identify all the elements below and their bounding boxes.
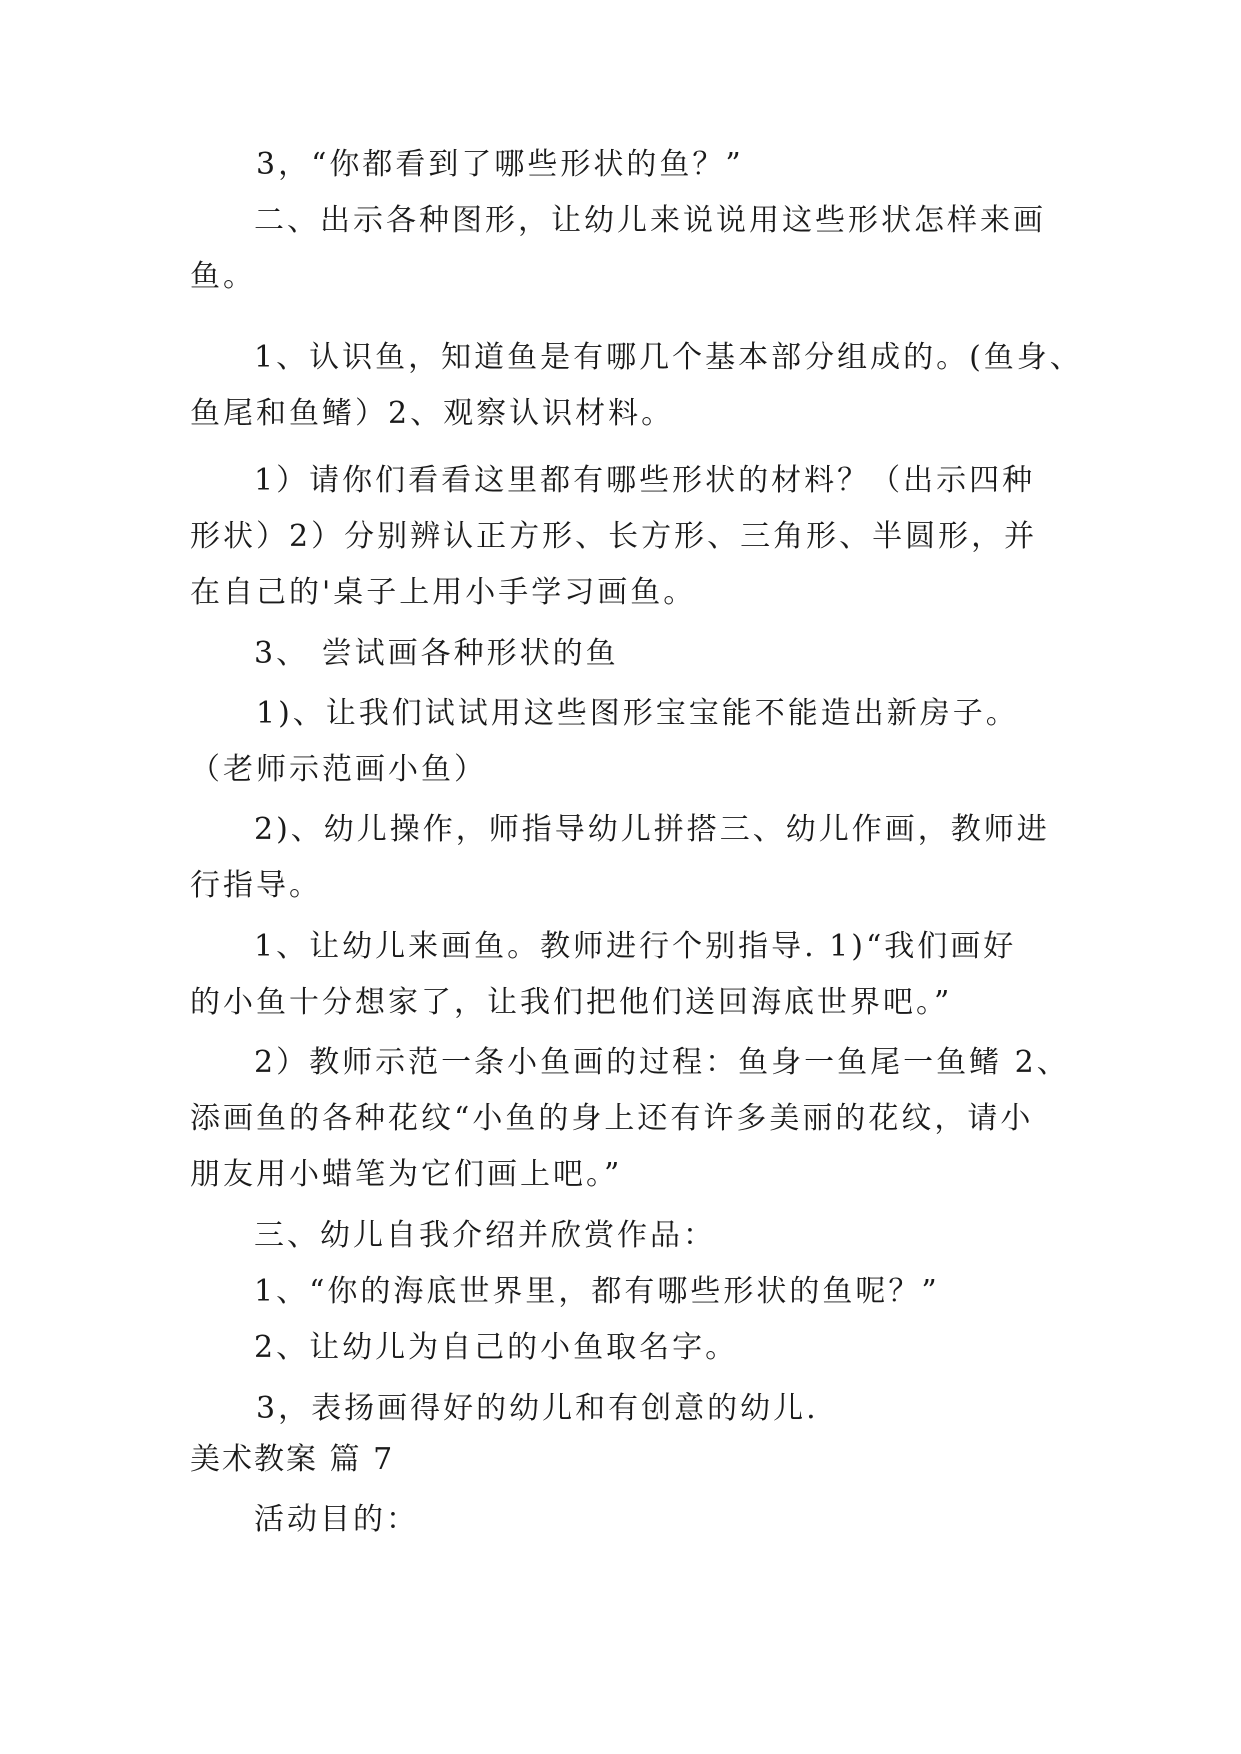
- text-line: 朋友用小蜡笔为它们画上吧。”: [190, 1157, 623, 1192]
- text-line: 1、让幼儿来画鱼。教师进行个别指导. 1)“我们画好: [254, 929, 1017, 964]
- text-line: 1)、让我们试试用这些图形宝宝能不能造出新房子。: [256, 696, 1019, 731]
- text-line: 活动目的：: [254, 1502, 419, 1537]
- text-line: （老师示范画小鱼）: [190, 752, 487, 787]
- text-line: 在自己的'桌子上用小手学习画鱼。: [190, 575, 697, 610]
- text-line: 二、出示各种图形，让幼儿来说说用这些形状怎样来画: [254, 203, 1046, 238]
- text-line: 的小鱼十分想家了，让我们把他们送回海底世界吧。”: [190, 985, 953, 1020]
- text-line: 3，“你都看到了哪些形状的鱼？”: [256, 147, 744, 182]
- text-line: 2)、幼儿操作，师指导幼儿拼搭三、幼儿作画，教师进: [254, 812, 1050, 847]
- text-line: 2、让幼儿为自己的小鱼取名字。: [254, 1330, 739, 1365]
- text-line: 行指导。: [190, 868, 322, 903]
- text-line: 1、“你的海底世界里，都有哪些形状的鱼呢？”: [254, 1274, 940, 1309]
- text-line: 添画鱼的各种花纹“小鱼的身上还有许多美丽的花纹，请小: [190, 1101, 1034, 1136]
- text-line: 1、认识鱼，知道鱼是有哪几个基本部分组成的。(鱼身、: [254, 340, 1083, 375]
- text-line: 3、 尝试画各种形状的鱼: [254, 636, 619, 671]
- text-line: 3，表扬画得好的幼儿和有创意的幼儿.: [256, 1391, 819, 1426]
- text-line: 鱼。: [190, 259, 256, 294]
- text-line: 1）请你们看看这里都有哪些形状的材料？（出示四种: [254, 463, 1036, 498]
- section-heading: 美术教案 篇 7: [190, 1442, 395, 1477]
- text-line: 形状）2）分别辨认正方形、长方形、三角形、半圆形，并: [190, 519, 1038, 554]
- text-line: 鱼尾和鱼鳍）2、观察认识材料。: [190, 396, 675, 431]
- text-line: 2）教师示范一条小鱼画的过程：鱼身一鱼尾一鱼鳍 2、: [254, 1045, 1070, 1080]
- text-line: 三、幼儿自我介绍并欣赏作品：: [254, 1218, 716, 1253]
